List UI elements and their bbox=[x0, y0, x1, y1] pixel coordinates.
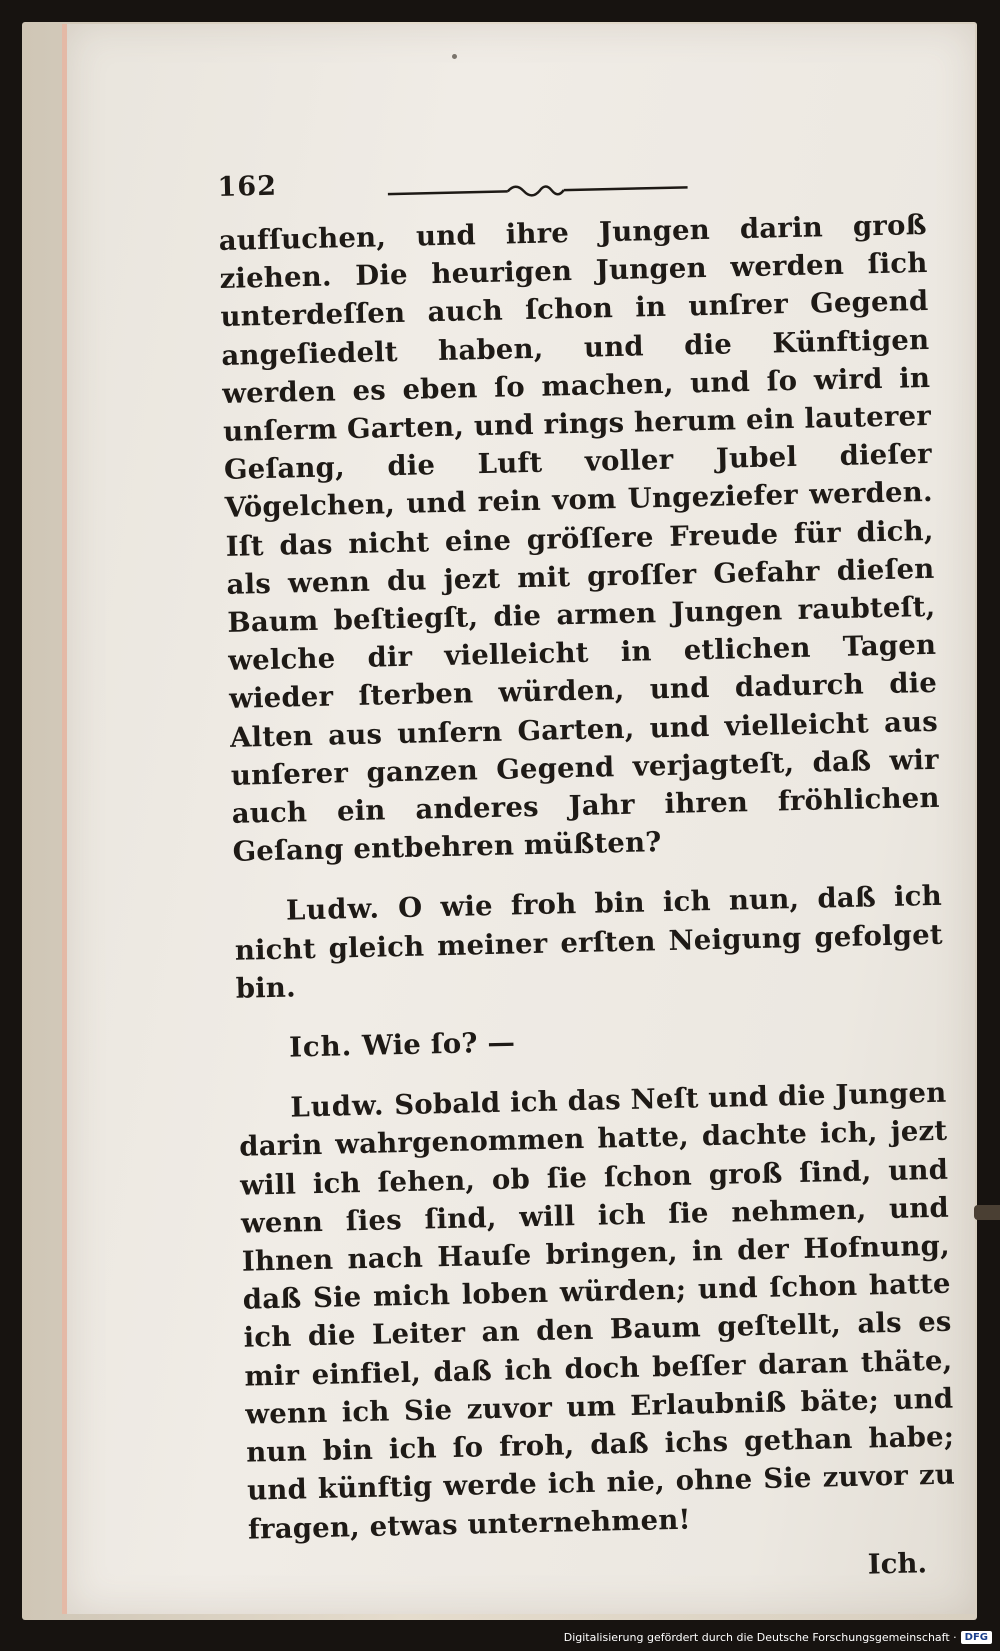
footer-credit: Digitalisierung gefördert durch die Deutsche Forschungsgemeinschaft · bbox=[563, 1631, 957, 1644]
dfg-logo: DFG bbox=[961, 1631, 992, 1644]
paragraph-narration bbox=[218, 206, 941, 871]
speaker-label: Ich. bbox=[288, 1030, 353, 1064]
speaker-label: Ludw. bbox=[285, 892, 381, 928]
catchword: Ich. bbox=[867, 1546, 928, 1581]
page-number: 162 bbox=[217, 170, 278, 203]
paragraph-dialogue-ich bbox=[237, 1014, 946, 1068]
digitization-footer bbox=[564, 1631, 992, 1644]
header-ornament bbox=[388, 177, 688, 204]
page-content bbox=[217, 146, 957, 1594]
paragraph-dialogue-ludwig-1 bbox=[234, 877, 944, 1008]
speaker-label: Ludw. bbox=[290, 1089, 385, 1124]
book-page bbox=[62, 24, 975, 1614]
page-marker-tab bbox=[974, 1205, 1000, 1220]
paragraph-text: aufſuchen, und ihre Jungen darin groß ziehen. Die heurigen Jungen werden ſich unterdeſſen auch ſchon in unſrer Gegend angeſiedelt haben, und die Künftigen werden es eben ſo machen, und ſo wird in unſerm Garten, und rings herum ein lauterer Geſang, die Luft voller Jubel dieſer Vögelchen, und rein vom Ungeziefer werden. Iſt das nicht eine gröſſere Freude für dich, als wenn du jezt mit groſſer Gefahr dieſen Baum beſtiegſt, die armen Jungen raubteſt, welche dir vielleicht in etlichen Tagen wieder ſterben würden, und dadurch die Alten aus unſern Garten, und vielleicht aus unſerer ganzen Gegend verjagteſt, daß wir auch ein anderes Jahr ihren fröhlichen Geſang entbehren müßten? bbox=[218, 208, 940, 869]
paragraph-dialogue-ludwig-2 bbox=[238, 1074, 956, 1548]
paragraph-text: Sobald ich das Neſt und die Jungen darin wahrgenommen hatte, dachte ich, jezt will ich ſehen, ob ſie ſchon groß ſind, und wenn ſies ſind, will ich ſie nehmen, und Ihnen nach Hauſe bringen, in der Hofnung, daß Sie mich loben würden; und ſchon hatte ich die Leiter an den Baum geſtellt, als es mir einfiel, daß ich doch beſſer daran thäte, wenn ich Sie zuvor um Erlaubniß bäte; und nun bin ich ſo froh, daß ichs gethan habe; und künftig werde ich nie, ohne Sie zuvor zu fragen, etwas unternehmen! bbox=[238, 1076, 956, 1546]
paper-speck bbox=[452, 54, 457, 59]
paragraph-text: O wie froh bin ich nun, daß ich nicht gleich meiner erſten Neigung gefolget bin. bbox=[234, 880, 944, 1005]
paragraph-text: Wie ſo? — bbox=[361, 1026, 516, 1062]
